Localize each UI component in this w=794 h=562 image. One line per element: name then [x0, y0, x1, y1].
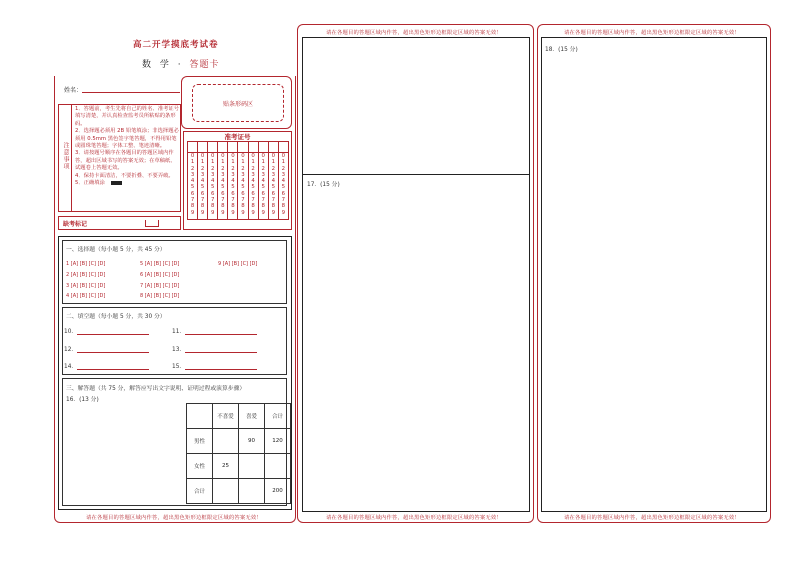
zkz-digit-bubble[interactable]: 1 [271, 159, 276, 166]
zkz-digit-bubble[interactable]: 8 [251, 203, 255, 210]
zkz-digit-bubble[interactable]: 6 [251, 190, 255, 197]
zkz-digit-bubble[interactable]: 5 [190, 184, 195, 191]
zkz-digit-bubble[interactable]: 5 [281, 184, 286, 191]
zkz-digit-bubble[interactable]: 7 [241, 197, 245, 204]
table-cell: 200 [265, 479, 291, 504]
zkz-digit-bubble[interactable]: 3 [221, 171, 225, 178]
zkz-digit-bubble[interactable]: 3 [211, 171, 215, 178]
zkz-digit-bubble[interactable]: 4 [261, 178, 265, 185]
zkz-digit-bubble[interactable]: 4 [200, 178, 205, 185]
zkz-digit-bubble[interactable]: 9 [261, 209, 265, 216]
zkz-digit-bubble[interactable]: 8 [241, 203, 245, 210]
mc-item[interactable]: 4 [A] [B] [C] [D] [66, 293, 106, 299]
zkz-digit-bubble[interactable]: 0 [281, 153, 286, 159]
table-cell: 25 [213, 454, 239, 479]
mc-item[interactable]: 6 [A] [B] [C] [D] [140, 272, 180, 278]
zkz-digit-bubble[interactable]: 5 [271, 184, 276, 191]
zkz-digit-bubble[interactable]: 0 [261, 153, 265, 159]
zkz-digit-bubble[interactable]: 7 [231, 197, 235, 204]
zkz-digit-bubble[interactable]: 6 [200, 190, 205, 197]
zkz-digit-bubble[interactable]: 5 [221, 184, 225, 191]
table-cell: 男性 [187, 429, 213, 454]
zkz-digit-bubble[interactable]: 7 [281, 197, 286, 204]
zkz-digit-bubble[interactable]: 0 [251, 153, 255, 159]
panel2-answer-area[interactable] [302, 37, 530, 512]
zkz-digit-bubble[interactable]: 0 [271, 153, 276, 159]
table-cell: 合计 [187, 479, 213, 504]
zkz-digit-bubble[interactable]: 7 [190, 197, 195, 204]
zkz-digit-bubble[interactable]: 2 [231, 165, 235, 172]
zkz-digit-bubble[interactable]: 7 [221, 197, 225, 204]
zkz-digit-bubble[interactable]: 5 [241, 184, 245, 191]
zkz-digit-bubble[interactable]: 3 [261, 171, 265, 178]
zkz-digit-bubble[interactable]: 8 [261, 203, 265, 210]
zkz-digit-bubble[interactable]: 8 [211, 203, 215, 210]
exam-title: 高二开学摸底考试卷 [133, 40, 219, 50]
zkz-digit-bubble[interactable]: 9 [190, 209, 195, 216]
section1-title: 一、选择题（每小题 5 分，共 45 分） [66, 247, 166, 253]
mc-item[interactable]: 1 [A] [B] [C] [D] [66, 261, 106, 267]
zkz-digit-bubble[interactable]: 2 [190, 165, 195, 172]
zkz-digit-bubble[interactable]: 1 [231, 159, 235, 166]
zkz-digit-bubble[interactable]: 0 [231, 153, 235, 159]
zkz-digit-bubble[interactable]: 5 [251, 184, 255, 191]
answer-card-label: 答题卡 [189, 60, 220, 70]
zkz-digit-bubble[interactable]: 6 [231, 190, 235, 197]
zkz-digit-bubble[interactable]: 6 [241, 190, 245, 197]
zkz-digit-bubble[interactable]: 7 [200, 197, 205, 204]
q16-label: 16．(13 分) [66, 397, 99, 403]
note-item: 2．选择题必须用 2B 铅笔填涂；非选择题必须用 0.5mm 黑色签字笔答题，不得用铅笔或圆珠笔答题；字体工整、笔迹清晰。 [75, 128, 179, 150]
zkz-digit-bubble[interactable]: 2 [241, 165, 245, 172]
zkz-digit-bubble[interactable]: 0 [211, 153, 215, 159]
zkz-digit-bubble[interactable]: 8 [221, 203, 225, 210]
subject-title [142, 57, 220, 70]
zkz-digit-bubble[interactable]: 2 [200, 165, 205, 172]
zkz-digit-bubble[interactable]: 6 [261, 190, 265, 197]
zkz-digit-bubble[interactable]: 3 [190, 171, 195, 178]
q18-label: 18．(15 分) [545, 47, 578, 53]
panel2-top-notice: 请在各题目的答题区域内作答，超出黑色矩形边框限定区域的答案无效！ [326, 30, 502, 36]
zkz-digit-bubble[interactable]: 8 [190, 203, 195, 210]
zkz-digit-bubble[interactable]: 0 [190, 153, 195, 159]
zkz-digit-bubble[interactable]: 6 [221, 190, 225, 197]
zkz-digit-bubble[interactable]: 1 [281, 159, 286, 166]
panel1-frame [54, 76, 296, 523]
zkz-digit-bubble[interactable]: 4 [190, 178, 195, 185]
zkz-digit-bubble[interactable]: 1 [190, 159, 195, 166]
mc-item[interactable]: 9 [A] [B] [C] [D] [218, 261, 258, 267]
notes-title-text: 注意事项 [62, 142, 69, 170]
zkz-digit-bubble[interactable]: 7 [261, 197, 265, 204]
zkz-digit-bubble[interactable]: 1 [241, 159, 245, 166]
zkz-digit-bubble[interactable]: 4 [221, 178, 225, 185]
section2-title: 二、填空题（每小题 5 分，共 30 分） [66, 314, 166, 320]
note-fill-text: 5．正确填涂 [75, 180, 105, 187]
zkz-digit-bubble[interactable]: 9 [221, 209, 225, 216]
zkz-digit-bubble[interactable]: 5 [231, 184, 235, 191]
zkz-digit-bubble[interactable]: 4 [251, 178, 255, 185]
table-cell: 合计 [265, 404, 291, 429]
zkz-digit-bubble[interactable]: 8 [231, 203, 235, 210]
zkz-digit-bubble[interactable]: 9 [200, 209, 205, 216]
zkz-digit-bubble[interactable]: 2 [271, 165, 276, 172]
note-item: 3．请按题号顺序在各题目的答题区域内作答，超出区域书写的答案无效；在草稿纸、试题卷上答题无效。 [75, 150, 176, 172]
subtitle-separator: · [177, 60, 184, 70]
table-cell: 90 [239, 429, 265, 454]
panel1-bottom-notice: 请在各题目的答题区域内作答，超出黑色矩形边框限定区域的答案无效！ [86, 515, 262, 521]
zkz-digit-bubble[interactable]: 8 [200, 203, 205, 210]
zkz-digit-bubble[interactable]: 2 [211, 165, 215, 172]
panel2-divider [302, 174, 530, 175]
zkz-digit-bubble[interactable]: 3 [241, 171, 245, 178]
mc-item[interactable]: 7 [A] [B] [C] [D] [140, 283, 180, 289]
section3-title: 三、解答题（共 75 分，解答应写出文字说明、证明过程或演算步骤） [66, 386, 246, 392]
barcode-label: 贴条形码区 [222, 101, 253, 108]
zkz-digit-bubble[interactable]: 8 [271, 203, 276, 210]
zkz-digit-bubble[interactable]: 2 [281, 165, 286, 172]
zkz-digit-bubble[interactable]: 9 [231, 209, 235, 216]
zkz-digit-bubble[interactable]: 4 [241, 178, 245, 185]
zkz-digit-bubble[interactable]: 5 [211, 184, 215, 191]
note-item: 4．保持卡面清洁，不要折叠、不要弄破。 [75, 172, 174, 179]
mc-item[interactable]: 2 [A] [B] [C] [D] [66, 272, 106, 278]
blank-item[interactable]: 11． [172, 326, 257, 335]
zkz-digit-bubble[interactable]: 7 [271, 197, 276, 204]
blank-item[interactable]: 13． [172, 344, 257, 353]
zkz-digit-bubble[interactable]: 0 [200, 153, 205, 159]
blank-item[interactable]: 14． [64, 361, 149, 370]
name-label: 姓名： [64, 87, 83, 94]
zkz-digit-bubble[interactable]: 3 [231, 171, 235, 178]
zkz-digit-bubble[interactable]: 1 [221, 159, 225, 166]
absent-label: 缺考标记 [63, 221, 88, 228]
zkz-digit-bubble[interactable]: 0 [221, 153, 225, 159]
zkz-digit-bubble[interactable]: 4 [231, 178, 235, 185]
zkz-digit-bubble[interactable]: 4 [281, 178, 286, 185]
zkz-digit-bubble[interactable]: 3 [281, 171, 286, 178]
zkz-digit-bubble[interactable]: 1 [200, 159, 205, 166]
q17-label: 17．(15 分) [307, 182, 340, 188]
blank-item[interactable]: 12． [64, 344, 149, 353]
zkz-digit-bubble[interactable]: 3 [200, 171, 205, 178]
note-item: 1．答题前，考生先将自己的姓名、准考证号填写清楚，并认真检查监考员所粘贴的条形码。 [75, 106, 180, 127]
zkz-digit-bubble[interactable]: 5 [200, 184, 205, 191]
panel2-bottom-notice: 请在各题目的答题区域内作答，超出黑色矩形边框限定区域的答案无效！ [326, 515, 502, 521]
panel3-top-notice: 请在各题目的答题区域内作答，超出黑色矩形边框限定区域的答案无效！ [564, 30, 740, 36]
zkz-label: 准考证号 [224, 133, 251, 141]
zkz-digit-bubble[interactable]: 2 [251, 165, 255, 172]
panel3-answer-area[interactable] [541, 37, 767, 512]
zkz-digit-bubble[interactable]: 1 [251, 159, 255, 166]
zkz-digit-bubble[interactable]: 7 [251, 197, 255, 204]
mc-item[interactable]: 3 [A] [B] [C] [D] [66, 283, 106, 289]
zkz-digit-bubble[interactable]: 1 [261, 159, 265, 166]
zkz-digit-bubble[interactable]: 3 [251, 171, 255, 178]
table-cell: 120 [265, 429, 291, 454]
zkz-digit-bubble[interactable]: 0 [241, 153, 245, 159]
table-cell: 喜爱 [239, 404, 265, 429]
zkz-digit-bubble[interactable]: 9 [271, 209, 276, 216]
zkz-digit-bubble[interactable]: 6 [271, 190, 276, 197]
zkz-digit-bubble[interactable]: 4 [271, 178, 276, 185]
zkz-digit-bubble[interactable]: 9 [281, 209, 286, 216]
zkz-digit-bubble[interactable]: 4 [211, 178, 215, 185]
blank-item[interactable]: 15． [172, 361, 257, 370]
zkz-digit-bubble[interactable]: 9 [241, 209, 245, 216]
table-cell: 不喜爱 [213, 404, 239, 429]
mc-item[interactable]: 5 [A] [B] [C] [D] [140, 261, 180, 267]
zkz-digit-bubble[interactable]: 3 [271, 171, 276, 178]
zkz-digit-bubble[interactable]: 1 [211, 159, 215, 166]
blank-item[interactable]: 10． [64, 326, 149, 335]
subject-name: 数 学 [142, 60, 172, 70]
zkz-digit-bubble[interactable]: 7 [211, 197, 215, 204]
table-cell: 女性 [187, 454, 213, 479]
zkz-digit-bubble[interactable]: 9 [251, 209, 255, 216]
panel3-bottom-notice: 请在各题目的答题区域内作答，超出黑色矩形边框限定区域的答案无效！ [564, 515, 740, 521]
mc-item[interactable]: 8 [A] [B] [C] [D] [140, 293, 180, 299]
zkz-digit-bubble[interactable]: 8 [281, 203, 286, 210]
zkz-digit-bubble[interactable]: 6 [281, 190, 286, 197]
zkz-digit-bubble[interactable]: 5 [261, 184, 265, 191]
zkz-digit-bubble[interactable]: 2 [221, 165, 225, 172]
zkz-digit-bubble[interactable]: 6 [190, 190, 195, 197]
zkz-digit-bubble[interactable]: 9 [211, 209, 215, 216]
zkz-digit-bubble[interactable]: 2 [261, 165, 265, 172]
zkz-digit-bubble[interactable]: 6 [211, 190, 215, 197]
